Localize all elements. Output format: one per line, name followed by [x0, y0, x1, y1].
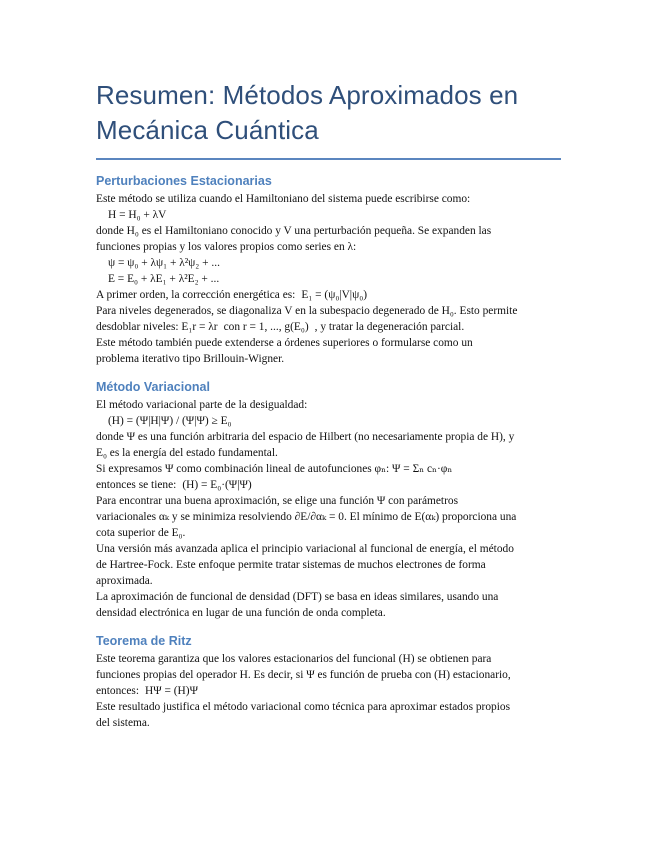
paragraph-line: Para encontrar una buena aproximación, se elige una función Ψ con parámetros	[96, 495, 459, 507]
paragraph-line: Para niveles degenerados, se diagonaliza V en la subespacio degenerado de H₀. Esto permite	[96, 305, 518, 317]
section-heading-perturbaciones: Perturbaciones Estacionarias	[96, 174, 272, 188]
paragraph-line: funciones propias y los valores propios como series en λ:	[96, 241, 357, 253]
section-body-ritz	[96, 651, 561, 731]
paragraph-line: entonces: HΨ = (H)Ψ	[96, 685, 198, 697]
equation-first-order: E₁ = (ψ₀|V|ψ₀)	[301, 289, 367, 301]
paragraph-line: El método variacional parte de la desigualdad:	[96, 399, 308, 411]
paragraph-line: donde Ψ es una función arbitraria del espacio de Hilbert (no necesariamente propia de H), y	[96, 431, 515, 443]
paragraph-line: aproximada.	[96, 575, 153, 587]
equation-expectation: (H) = E₀·(Ψ|Ψ)	[182, 479, 252, 491]
paragraph-line: problema iterativo tipo Brillouin-Wigner.	[96, 353, 285, 365]
paragraph-line: A primer orden, la corrección energética es: E₁ = (ψ₀|V|ψ₀)	[96, 289, 367, 301]
paragraph-line: donde H₀ es el Hamiltoniano conocido y V una perturbación pequeña. Se expanden las	[96, 225, 492, 237]
paragraph-line: Este método también puede extenderse a órdenes superiores o formularse como un	[96, 337, 473, 349]
paragraph-line: entonces se tiene: (H) = E₀·(Ψ|Ψ)	[96, 479, 252, 491]
paragraph-line: Este método se utiliza cuando el Hamiltoniano del sistema puede escribirse como:	[96, 193, 471, 205]
paragraph-line: del sistema.	[96, 717, 150, 729]
title-line-1: Resumen: Métodos Aproximados en	[96, 80, 519, 110]
equation-ritz: HΨ = (H)Ψ	[145, 685, 198, 697]
paragraph-line: Si expresamos Ψ como combinación lineal de autofunciones φₙ: Ψ = Σₙ cₙ·φₙ	[96, 463, 453, 475]
title-line-2: Mecánica Cuántica	[96, 115, 319, 145]
paragraph-line: Este resultado justifica el método variacional como técnica para aproximar estados propios	[96, 701, 511, 713]
paragraph-line: densidad electrónica en lugar de una función de onda completa.	[96, 607, 386, 619]
document-page	[96, 78, 561, 731]
document-title	[96, 78, 561, 148]
section-heading-ritz: Teorema de Ritz	[96, 634, 192, 648]
title-divider	[96, 158, 561, 160]
paragraph-line: Este teorema garantiza que los valores estacionarios del funcional (H) se obtienen para	[96, 653, 492, 665]
equation-variational-inequality: (H) = (Ψ|H|Ψ) / (Ψ|Ψ) ≥ E₀	[108, 415, 232, 427]
paragraph-line: desdoblar niveles: E₁r = λr con r = 1, ..., g(E₀) , y tratar la degeneración parcial.	[96, 321, 465, 333]
equation-hamiltonian: H = H₀ + λV	[108, 209, 167, 221]
paragraph-line: variacionales αₖ y se minimiza resolviendo ∂E/∂αₖ = 0. El mínimo de E(αₖ) proporciona una	[96, 511, 517, 523]
equation-energy-series: E = E₀ + λE₁ + λ²E₂ + ...	[108, 273, 220, 285]
paragraph-line: E₀ es la energía del estado fundamental.	[96, 447, 278, 459]
section-body-perturbaciones	[96, 191, 561, 367]
equation-wavefunction-series: ψ = ψ₀ + λψ₁ + λ²ψ₂ + ...	[108, 257, 220, 269]
paragraph-line: Una versión más avanzada aplica el principio variacional al funcional de energía, el método	[96, 543, 514, 555]
paragraph-line: funciones propias del operador H. Es decir, si Ψ es función de prueba con (H) estacionario,	[96, 669, 511, 681]
paragraph-line: cota superior de E₀.	[96, 527, 186, 539]
section-body-variacional	[96, 397, 561, 621]
paragraph-line: de Hartree-Fock. Este enfoque permite tratar sistemas de muchos electrones de forma	[96, 559, 486, 571]
section-heading-variacional: Método Variacional	[96, 380, 210, 394]
paragraph-line: La aproximación de funcional de densidad (DFT) se basa en ideas similares, usando una	[96, 591, 499, 603]
